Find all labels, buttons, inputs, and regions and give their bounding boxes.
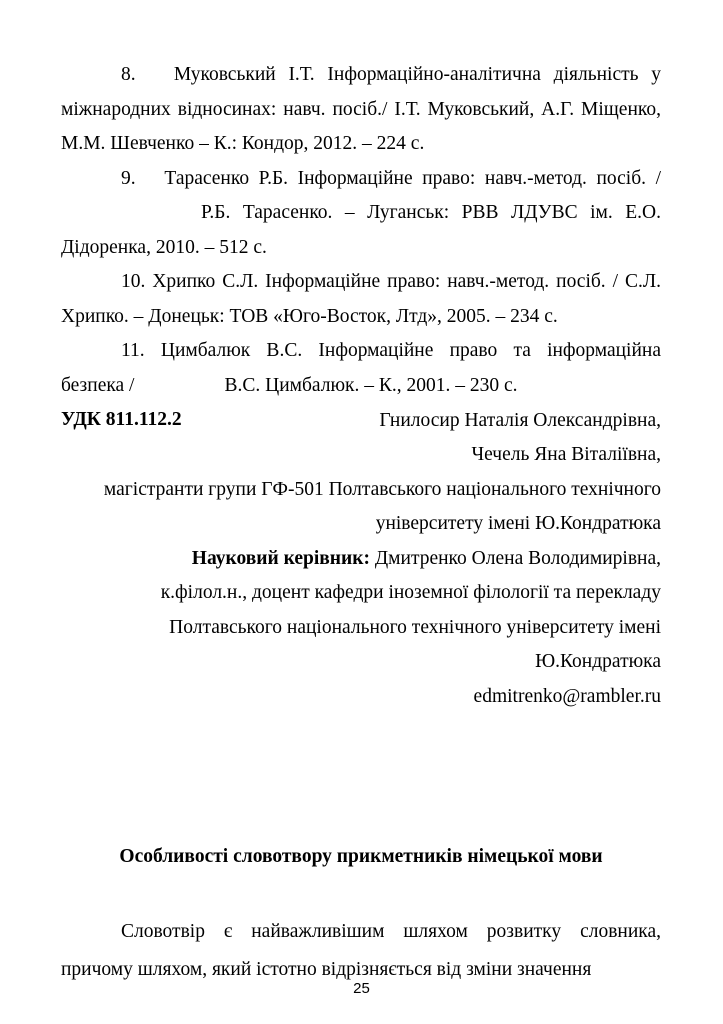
reference-number: 9. xyxy=(121,167,136,189)
author-name: Чечель Яна Віталіївна, xyxy=(471,444,661,465)
supervisor-position: Ю.Кондратюка xyxy=(535,651,661,672)
supervisor-position: к.філол.н., доцент кафедри іноземної філології та перекладу xyxy=(160,582,661,603)
reference-text: Тарасенко Р.Б. Інформаційне право: навч.-метод. посіб. / xyxy=(164,167,661,189)
supervisor-label: Науковий керівник: xyxy=(191,547,370,569)
reference-text-continued: Р.Б. Тарасенко. – Луганськ: РВВ ЛДУВС ім. Е.О. Дідоренка, 2010. – 512 с. xyxy=(61,202,661,258)
reference-9 xyxy=(61,162,661,266)
reference-text: Цимбалюк В.С. Інформаційне право та інформаційна безпека / xyxy=(61,340,662,396)
body-paragraph: Словотвір є найважливішим шляхом розвитку словника, причому шляхом, який істотно відрізняється від зміни значення xyxy=(61,921,661,980)
reference-number: 11. xyxy=(121,340,145,361)
article-title: Особливості словотвору прикметників німецької мови xyxy=(119,846,603,867)
supervisor-position: Полтавського національного технічного університету імені xyxy=(169,616,661,638)
reference-10 xyxy=(61,265,661,334)
reference-text: Хрипко С.Л. Інформаційне право: навч.-метод. посіб. / С.Л. Хрипко. – Донецьк: ТОВ «Юго-Восток, Лтд», 2005. – 234 с. xyxy=(61,271,661,327)
reference-text-continued: В.С. Цимбалюк. – К., 2001. – 230 с. xyxy=(224,374,518,396)
supervisor xyxy=(61,542,661,577)
reference-number: 10. xyxy=(121,271,146,292)
reference-text: Муковський І.Т. Інформаційно-аналітична діяльність у міжнародних відносинах: навч. посіб./ І.Т. Муковський, А.Г. Міщенко, М.М. Шевченко – К.: Кондор, 2012. – 224 с. xyxy=(61,64,662,154)
reference-number: 8. xyxy=(121,64,136,85)
email: edmitrenko@rambler.ru xyxy=(473,685,661,707)
udc-code: УДК 811.112.2 xyxy=(61,409,182,430)
author-name: Гнилосир Наталія Олександрівна, xyxy=(379,409,661,431)
affiliation: магістранти групи ГФ-501 Полтавського національного технічного xyxy=(103,478,661,500)
document-page xyxy=(61,58,662,980)
reference-11 xyxy=(61,334,661,403)
supervisor-name: Дмитренко Олена Володимирівна, xyxy=(374,547,661,569)
author-block xyxy=(61,404,661,715)
reference-8 xyxy=(61,58,661,162)
affiliation: університету імені Ю.Кондратюка xyxy=(375,513,661,534)
page-number: 25 xyxy=(353,980,370,997)
